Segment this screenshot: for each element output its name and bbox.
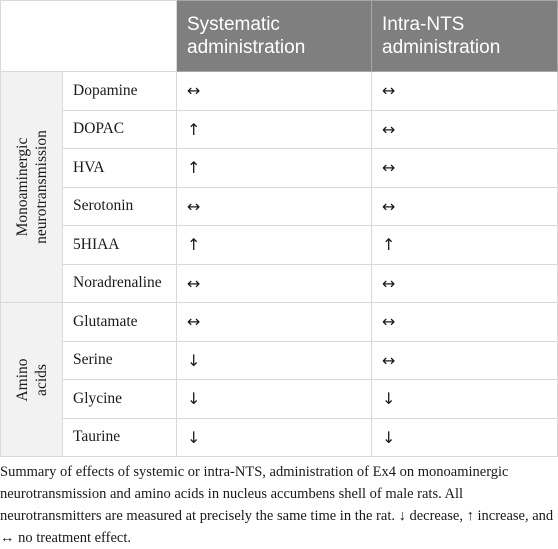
- systematic-effect-cell: ↔: [177, 72, 372, 111]
- systematic-effect-cell: ↑: [177, 110, 372, 149]
- table-row: [1, 303, 558, 342]
- group-label-cell: [1, 72, 63, 303]
- table-row: [1, 72, 558, 111]
- group-label-line: neurotransmission: [32, 130, 50, 244]
- table-row: [1, 264, 558, 303]
- intra-nts-effect-cell: ↑: [372, 226, 558, 265]
- compound-name-cell: Glutamate: [63, 303, 177, 342]
- systematic-effect-cell: ↔: [177, 264, 372, 303]
- group-label: [13, 130, 51, 244]
- compound-name-cell: HVA: [63, 149, 177, 188]
- table-body: [1, 72, 558, 457]
- group-label-line: Amino: [13, 357, 31, 402]
- systematic-effect-cell: ↑: [177, 226, 372, 265]
- systematic-effect-cell: ↓: [177, 341, 372, 380]
- table-row: [1, 110, 558, 149]
- intra-nts-effect-cell: ↔: [372, 187, 558, 226]
- compound-name-cell: Dopamine: [63, 72, 177, 111]
- compound-name-cell: Noradrenaline: [63, 264, 177, 303]
- intra-nts-effect-cell: ↔: [372, 72, 558, 111]
- intra-nts-effect-cell: ↔: [372, 110, 558, 149]
- compound-name-cell: Glycine: [63, 380, 177, 419]
- group-label-cell: [1, 303, 63, 457]
- table-row: [1, 187, 558, 226]
- table-row: [1, 418, 558, 457]
- header-row: [1, 1, 558, 72]
- table-row: [1, 149, 558, 188]
- intra-nts-effect-cell: ↔: [372, 149, 558, 188]
- systematic-effect-cell: ↓: [177, 418, 372, 457]
- compound-name-cell: Serine: [63, 341, 177, 380]
- group-label-line: Monoaminergic: [13, 137, 31, 237]
- table-row: [1, 341, 558, 380]
- compound-name-cell: DOPAC: [63, 110, 177, 149]
- table-caption: Summary of effects of systemic or intra-NTS, administration of Ex4 on monoaminergic neurotransmission and amino acids in nucleus accumbens shell of male rats. All neurotransmitters are measured at precisely the same time in the rat. ↓ decrease, ↑ increase, and ↔ no treatment effect.: [0, 464, 554, 546]
- compound-name-cell: 5HIAA: [63, 226, 177, 265]
- intra-nts-effect-cell: ↓: [372, 380, 558, 419]
- intra-nts-effect-cell: ↓: [372, 418, 558, 457]
- table-row: [1, 380, 558, 419]
- compound-name-cell: Serotonin: [63, 187, 177, 226]
- intra-nts-effect-cell: ↔: [372, 341, 558, 380]
- group-label: [13, 358, 51, 401]
- header-intra-nts-administration: Intra-NTS administration: [372, 1, 558, 72]
- compound-name-cell: Taurine: [63, 418, 177, 457]
- systematic-effect-cell: ↑: [177, 149, 372, 188]
- group-label-line: acids: [32, 363, 50, 396]
- systematic-effect-cell: ↔: [177, 187, 372, 226]
- table-row: [1, 226, 558, 265]
- header-systematic-administration: Systematic administration: [177, 1, 372, 72]
- systematic-effect-cell: ↔: [177, 303, 372, 342]
- intra-nts-effect-cell: ↔: [372, 303, 558, 342]
- header-corner-cell: [1, 1, 177, 72]
- intra-nts-effect-cell: ↔: [372, 264, 558, 303]
- systematic-effect-cell: ↓: [177, 380, 372, 419]
